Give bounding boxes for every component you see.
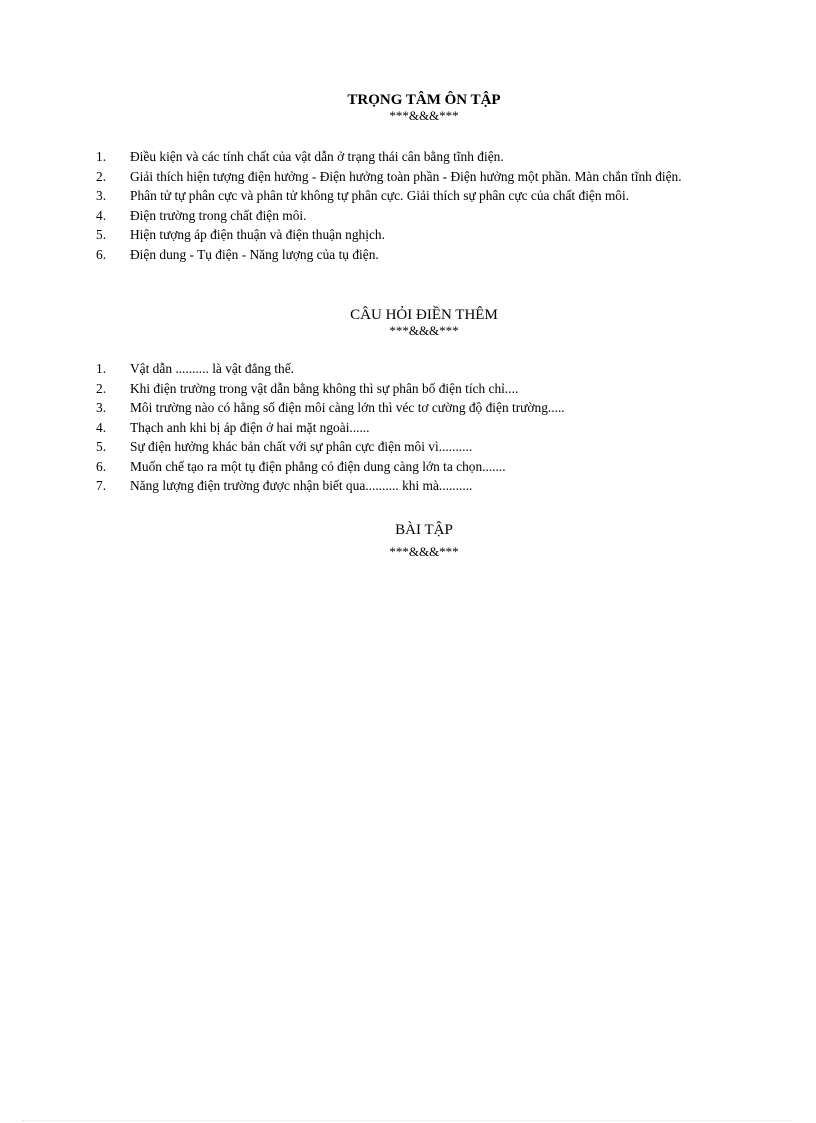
section-title: BÀI TẬP [395,522,453,538]
section-title: TRỌNG TÂM ÔN TẬP [347,92,501,108]
review-topic-list [96,147,752,264]
list-item [96,437,752,457]
list-item-text: Thạch anh khi bị áp điện ở hai mặt ngoài...... [130,419,370,435]
section-bai-tap [96,522,752,559]
list-item-number: 5. [96,439,107,454]
list-item-text: Môi trường nào có hằng số điện môi càng lớn thì véc tơ cường độ điện trường..... [130,400,565,415]
list-item-text: Hiện tượng áp điện thuận và điện thuận nghịch. [130,227,385,242]
list-item-text: Giải thích hiện tượng điện hưởng - Điện hưởng toàn phần - Điện hưởng một phần. Màn chắn tĩnh điện. [130,168,682,184]
list-item [96,225,752,245]
fill-in-question-list [96,359,752,496]
section-cau-hoi-dien-them [96,307,752,496]
list-item-number: 1. [96,361,107,376]
list-item [96,457,752,477]
list-item [96,147,752,167]
list-item [96,379,752,399]
section-divider-stars: ***&&&*** [389,323,459,338]
list-item-number: 6. [96,458,107,474]
list-item-text: Muốn chế tạo ra một tụ điện phẳng có điện dung càng lớn ta chọn....... [130,458,506,474]
list-item-number: 3. [96,400,107,415]
list-item-number: 3. [96,188,107,203]
section-title: CÂU HỎI ĐIỀN THÊM [350,307,498,323]
list-item-text: Khi điện trường trong vật dẫn bằng không thì sự phân bố điện tích chỉ.... [130,380,519,396]
list-item-number: 5. [96,227,107,242]
list-item-text: Điều kiện và các tính chất của vật dẫn ở trạng thái cân bằng tĩnh điện. [130,149,504,164]
section-trong-tam-on-tap [96,92,752,264]
section-divider-stars: ***&&&*** [389,108,459,123]
list-item-text: Điện dung - Tụ điện - Năng lượng của tụ điện. [130,246,379,262]
list-item-number: 1. [96,149,107,164]
list-item-text: Sự điện hưởng khác bản chất với sự phân cực điện môi vì.......... [130,439,473,454]
list-item-number: 4. [96,207,107,223]
list-item-number: 7. [96,478,107,493]
list-item-number: 4. [96,419,107,435]
section-divider-stars: ***&&&*** [389,544,459,559]
list-item [96,398,752,418]
list-item [96,245,752,265]
list-item-number: 2. [96,168,107,184]
list-item [96,418,752,438]
page-bottom-divider [22,1120,794,1121]
list-item-text: Phân tử tự phân cực và phân tử không tự phân cực. Giải thích sự phân cực của chất điện môi. [130,188,630,203]
list-item [96,206,752,226]
list-item-text: Năng lượng điện trường được nhận biết qua.......... khi mà.......... [130,478,473,493]
list-item-text: Điện trường trong chất điện môi. [130,207,307,223]
list-item [96,359,752,379]
list-item-text: Vật dẫn .......... là vật đẳng thế. [130,361,294,376]
list-item-number: 2. [96,380,107,396]
list-item [96,476,752,496]
list-item-number: 6. [96,246,107,262]
list-item [96,186,752,206]
list-item [96,167,752,187]
